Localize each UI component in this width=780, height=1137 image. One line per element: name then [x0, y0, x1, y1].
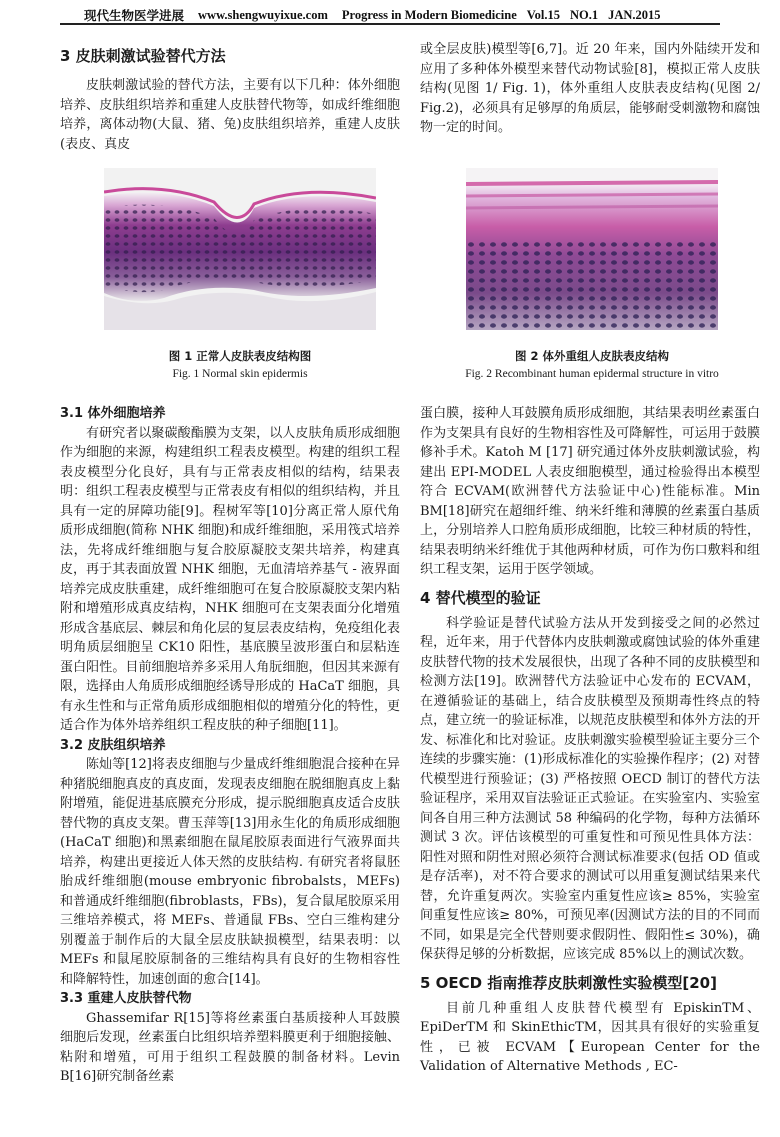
section-3-title: 3 皮肤刺激试验替代方法: [60, 47, 226, 65]
section-3-3-title: 3.3 重建人皮肤替代物: [60, 991, 192, 1006]
header-rule: [60, 23, 720, 25]
journal-website: www.shengwuyixue.com: [198, 7, 328, 22]
section-4-body: 科学验证是替代试验方法从开发到接受之间的必然过程，近年来，用于代替体内皮肤刺激或腐蚀试验的体外重建皮肤替代物的技术发展很快，出现了各种不同的皮肤模型和检测方法[19]。欧洲替代方法验证中心发布的 ECVAM，在遵循验证的基础上，结合皮肤模型及预期毒性终点的特点，建立统一的验证标准，以规范皮肤模型和体外方法的开发、标准化和比对验证。皮肤刺激实验模型验证主要分三个连续的步骤实施：(1)形成标准化的实验操作程序；(2) 对替代模型进行预验证；(3) 严格按照 OECD 制订的替代方法验证程序，采用双盲法验证正式验证。在实验室内、实验室间各自用三种方法测试 58 种编码的化学物，每种方法循环测试 3 次。评估该模型的可重复性和可预见性具体方法：阳性对照和阴性对照必须符合测试标准要求(包括 OD 值或是存活率)，对不符合要求的测试可以用重复测试结果来代替，允许重复两次。实验室内重复性应该≥ 85%，实验室间重复性应该≥ 80%，可预见率(因测试方法的目的不同而不同，如果是完全代替则要求假阴性、假阳性≤ 30%)，确保获得足够的分析数据，应该完成 85%以上的测试次数。: [420, 615, 760, 962]
right-top-paragraph: 或全层皮肤)模型等[6,7]。近 20 年来，国内外陆续开发和应用了多种体外模型来替代动物试验[8]，模拟正常人皮肤结构(见图 1/ Fig. 1)，体外重组人皮肤表皮结构(见图 2/ Fig.2)，必须具有足够厚的角质层，能够耐受刺激物和腐蚀物一定的时间。: [420, 42, 760, 135]
section-4-title: 4 替代模型的验证: [420, 588, 541, 607]
figure-2-image: [466, 168, 718, 330]
right-mid-paragraph: 蛋白膜，接种人耳鼓膜角质形成细胞，其结果表明丝素蛋白作为支架具有良好的生物相容性及可降解性，可运用于鼓膜修补手术。Katoh M [17] 研究通过体外皮肤刺激试验，构建出 EPI-MODEL 人表皮细胞模型，通过检验得出本模型符合 ECVAM(欧洲替代方法验证中心)性能标准。Min BM[18]研究在超细纤维、纳米纤维和薄膜的丝素蛋白基质上，分别培养人口腔角质形成细胞，比较三种材质的特性，结果表明纳米纤维优于其他两种材质，可作为伤口敷料和组织工程支架，运用于医学领域。: [420, 406, 760, 577]
section-3-top: [60, 44, 400, 154]
figure-1-caption-cn: 图 1 正常人皮肤表皮结构图: [168, 349, 312, 363]
section-3-1-title: 3.1 体外细胞培养: [60, 406, 166, 421]
section-5-title: 5 OECD 指南推荐皮肤刺激性实验模型[20]: [420, 973, 717, 992]
section-3-intro: 皮肤刺激试验的替代方法，主要有以下几种：体外细胞培养、皮肤组织培养和重建人皮肤替代物等，如成纤维细胞培养，离体动物(大鼠、猪、兔)皮肤组织培养，重建人皮肤(表皮、真皮: [60, 78, 400, 152]
section-3-2-title: 3.2 皮肤组织培养: [60, 737, 166, 753]
figure-1-image: [104, 168, 376, 330]
section-3-1-body: 有研究者以聚碳酸酯膜为支架，以人皮肤角质形成细胞作为细胞的来源，构建组织工程表皮模型。构建的组织工程表皮模型分化良好，具有与正常表皮相似的结构，结果表明：组织工程表皮模型与正常表皮有相似的组织结构，并且具有一定的屏障功能[9]。程树军等[10]分离正常人原代角质形成细胞(简称 NHK 细胞)和成纤维细胞，采用筏式培养法，先将成纤维细胞与复合胶原凝胶支架共培养，构建真皮，再于其表面放置 NHK 细胞，无血清培养基气 - 液界面培养完成皮肤重建，成纤维细胞可在复合胶原凝胶支架内粘附和增殖形成真皮结构，NHK 细胞可在支架表面分化增殖形成含基底层、棘层和角化层的复层表皮结构，免疫组化表明角质层细胞呈 CK10 阳性，基底膜呈波形蛋白和层粘连蛋白阳性。目前细胞培养多采用人角朊细胞，但因其来源有限，选择由人角质形成细胞经诱导形成的 HaCaT 细胞，具有永生性和与正常角质形成细胞相似的增殖分化的特性，更适合作为体外培养组织工程皮肤的种子细胞[11]。: [60, 425, 400, 733]
left-column-body: [60, 404, 400, 1087]
figure-2-caption-cn: 图 2 体外重组人皮肤表皮结构: [514, 349, 669, 363]
figure-2-caption-en: Fig. 2 Recombinant human epidermal structure in vitro: [465, 368, 719, 380]
section-3-3-body: Ghassemifar R[15]等将丝素蛋白基质接种人耳鼓膜细胞后发现，丝素蛋白比组织培养塑料膜更利于细胞接触、粘附和增殖，可用于组织工程鼓膜的制备材料。Levin B[16]研究制备丝素: [60, 1010, 400, 1084]
issue: NO.1: [570, 7, 599, 22]
journal-cn: 现代生物医学进展: [84, 9, 185, 23]
journal-en: Progress in Modern Biomedicine: [341, 7, 517, 22]
volume: Vol.15: [526, 7, 560, 22]
date: JAN.2015: [608, 7, 661, 22]
figure-1-caption-en: Fig. 1 Normal skin epidermis: [172, 368, 308, 380]
right-column-body: [420, 404, 760, 1077]
right-top-column: [420, 40, 760, 138]
section-5-body: 目前几种重组人皮肤替代模型有 EpiskinTM、EpiDerTM 和 SkinEthicTM，因其具有很好的实验重复性，已被 ECVAM【European Center for the Validation of Alternative Methods , EC-: [420, 1000, 760, 1074]
section-3-2-body: 陈灿等[12]将表皮细胞与少量成纤维细胞混合接种在异种猪脱细胞真皮的真皮面，发现表皮细胞在脱细胞真皮上黏附增殖，能促进基底膜充分形成，提示脱细胞真皮适合皮肤替代物的真皮支架。曹玉萍等[13]用永生化的角质形成细胞(HaCaT 细胞)和黑素细胞在鼠尾胶原表面进行气液界面共培养，构建出更接近人体天然的皮肤结构. 有研究者将鼠胚胎成纤维细胞(mouse embryonic fibrobalsts，MEFs)和普通成纤维细胞(fibroblasts，FBs)，复合鼠尾胶原采用三维培养模式，将 MEFs、普通鼠 FBs、空白三维构建分别覆盖于制作后的大鼠全层皮肤缺损模型，结果表明：以 MEFs 和鼠尾胶原制备的三维结构具有良好的生物相容性和降解特性，加速创面的愈合[14]。: [60, 757, 400, 987]
